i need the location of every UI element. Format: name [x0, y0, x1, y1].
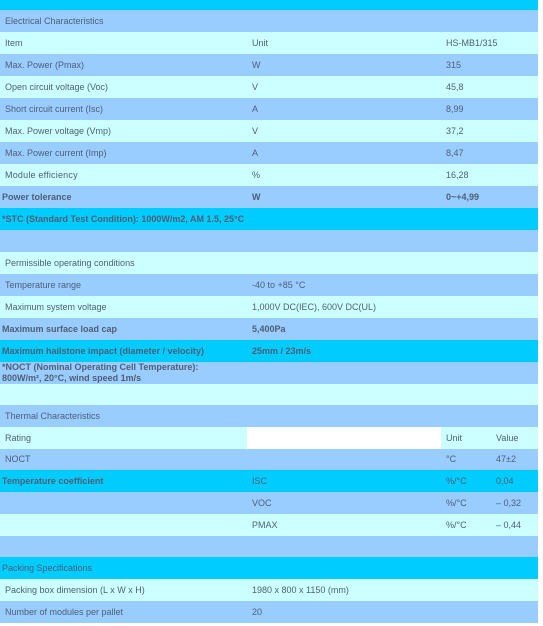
spacer-row: [0, 384, 538, 405]
row-unit: A: [247, 142, 441, 164]
surface-load-value: 5,400Pa: [247, 318, 538, 340]
table-row: [0, 142, 538, 164]
section-header-row: [0, 405, 538, 427]
table-row: [0, 514, 538, 536]
table-row: [0, 492, 538, 514]
value-header: Value: [491, 427, 538, 449]
header-item: Item: [0, 32, 247, 54]
row-value: 8,99: [441, 98, 538, 120]
top-spacer-row: [0, 0, 538, 10]
noct-note-row: [0, 362, 538, 384]
hailstone-row: [0, 340, 538, 362]
header-unit: Unit: [247, 32, 441, 54]
blank-cell: [247, 449, 441, 470]
section-title-packing: Packing Specifications: [0, 557, 538, 579]
row-item: Open circuit voltage (Voc): [0, 76, 247, 98]
table-row: [0, 76, 538, 98]
stc-note: *STC (Standard Test Condition): 1000W/m2, AM 1.5, 25°C: [0, 208, 441, 230]
table-row: [0, 449, 538, 470]
stc-note-row: [0, 208, 538, 230]
coefficient-name: VOC: [247, 492, 441, 514]
section-header-row: [0, 252, 538, 274]
spacer-row: [0, 536, 538, 557]
table-row: [0, 164, 538, 186]
spacer-cell: [0, 230, 538, 252]
coefficient-name: ISC: [247, 470, 441, 492]
row-value: 1,000V DC(IEC), 600V DC(UL): [247, 296, 538, 318]
row-value: 1980 x 800 x 1150 (mm): [247, 579, 538, 601]
coefficient-value: – 0,44: [491, 514, 538, 536]
coefficient-label: Temperature coefficient: [0, 470, 247, 492]
hailstone-item: Maximum hailstone impact (diameter / velocity): [0, 340, 247, 362]
section-header-row: [0, 10, 538, 32]
row-value: 20: [247, 601, 538, 623]
tolerance-value: 0~+4,99: [441, 186, 538, 208]
coefficient-value: – 0,32: [491, 492, 538, 514]
hailstone-value: 25mm / 23m/s: [247, 340, 538, 362]
row-unit: A: [247, 98, 441, 120]
row-item: NOCT: [0, 449, 247, 470]
spacer-cell: [0, 0, 538, 10]
row-unit: °C: [441, 449, 491, 470]
coefficient-unit: %/°C: [441, 470, 491, 492]
table-row: [0, 579, 538, 601]
row-item: Number of modules per pallet: [0, 601, 247, 623]
coefficient-unit: %/°C: [441, 492, 491, 514]
blank-cell: [0, 514, 247, 536]
section-title-electrical: Electrical Characteristics: [0, 10, 538, 32]
power-tolerance-row: [0, 186, 538, 208]
tolerance-unit: W: [247, 186, 441, 208]
coefficient-name: PMAX: [247, 514, 441, 536]
row-value: 45,8: [441, 76, 538, 98]
coefficient-value: 0,04: [491, 470, 538, 492]
spacer-cell: [0, 384, 538, 405]
header-model: HS-MB1/315: [441, 32, 538, 54]
spacer-cell: [441, 208, 538, 230]
row-item: Max. Power (Pmax): [0, 54, 247, 76]
row-value: -40 to +85 °C: [247, 274, 538, 296]
table-row: [0, 120, 538, 142]
noct-note: *NOCT (Nominal Operating Cell Temperature): 800W/m², 20°C, wind speed 1m/s: [0, 362, 441, 384]
row-value: 47±2: [491, 449, 538, 470]
row-value: 37,2: [441, 120, 538, 142]
table-row: [0, 274, 538, 296]
unit-header: Unit: [441, 427, 491, 449]
table-header-row: [0, 32, 538, 54]
row-value: 16,28: [441, 164, 538, 186]
blank-cell: [0, 492, 247, 514]
row-item: Max. Power voltage (Vmp): [0, 120, 247, 142]
row-item: Temperature range: [0, 274, 247, 296]
table-row: [0, 54, 538, 76]
spacer-cell: [441, 362, 538, 384]
spacer-cell: [0, 536, 538, 557]
surface-load-item: Maximum surface load cap: [0, 318, 247, 340]
row-item: Short circuit current (Isc): [0, 98, 247, 120]
row-unit: %: [247, 164, 441, 186]
row-item: Module efficiency: [0, 164, 247, 186]
rating-label: Rating: [0, 427, 247, 449]
thermal-header-row: [0, 427, 538, 449]
table-row: [0, 98, 538, 120]
spacer-row: [0, 230, 538, 252]
row-unit: V: [247, 120, 441, 142]
row-unit: V: [247, 76, 441, 98]
blank-cell: [247, 427, 441, 449]
section-header-row: [0, 557, 538, 579]
tolerance-item: Power tolerance: [0, 186, 247, 208]
row-value: 315: [441, 54, 538, 76]
row-value: 8,47: [441, 142, 538, 164]
row-item: Max. Power current (Imp): [0, 142, 247, 164]
section-title-operating: Permissible operating conditions: [0, 252, 538, 274]
row-item: Maximum system voltage: [0, 296, 247, 318]
row-unit: W: [247, 54, 441, 76]
table-row: [0, 296, 538, 318]
table-row: [0, 470, 538, 492]
row-item: Packing box dimension (L x W x H): [0, 579, 247, 601]
coefficient-unit: %/°C: [441, 514, 491, 536]
surface-load-row: [0, 318, 538, 340]
table-row: [0, 601, 538, 623]
section-title-thermal: Thermal Characteristics: [0, 405, 538, 427]
